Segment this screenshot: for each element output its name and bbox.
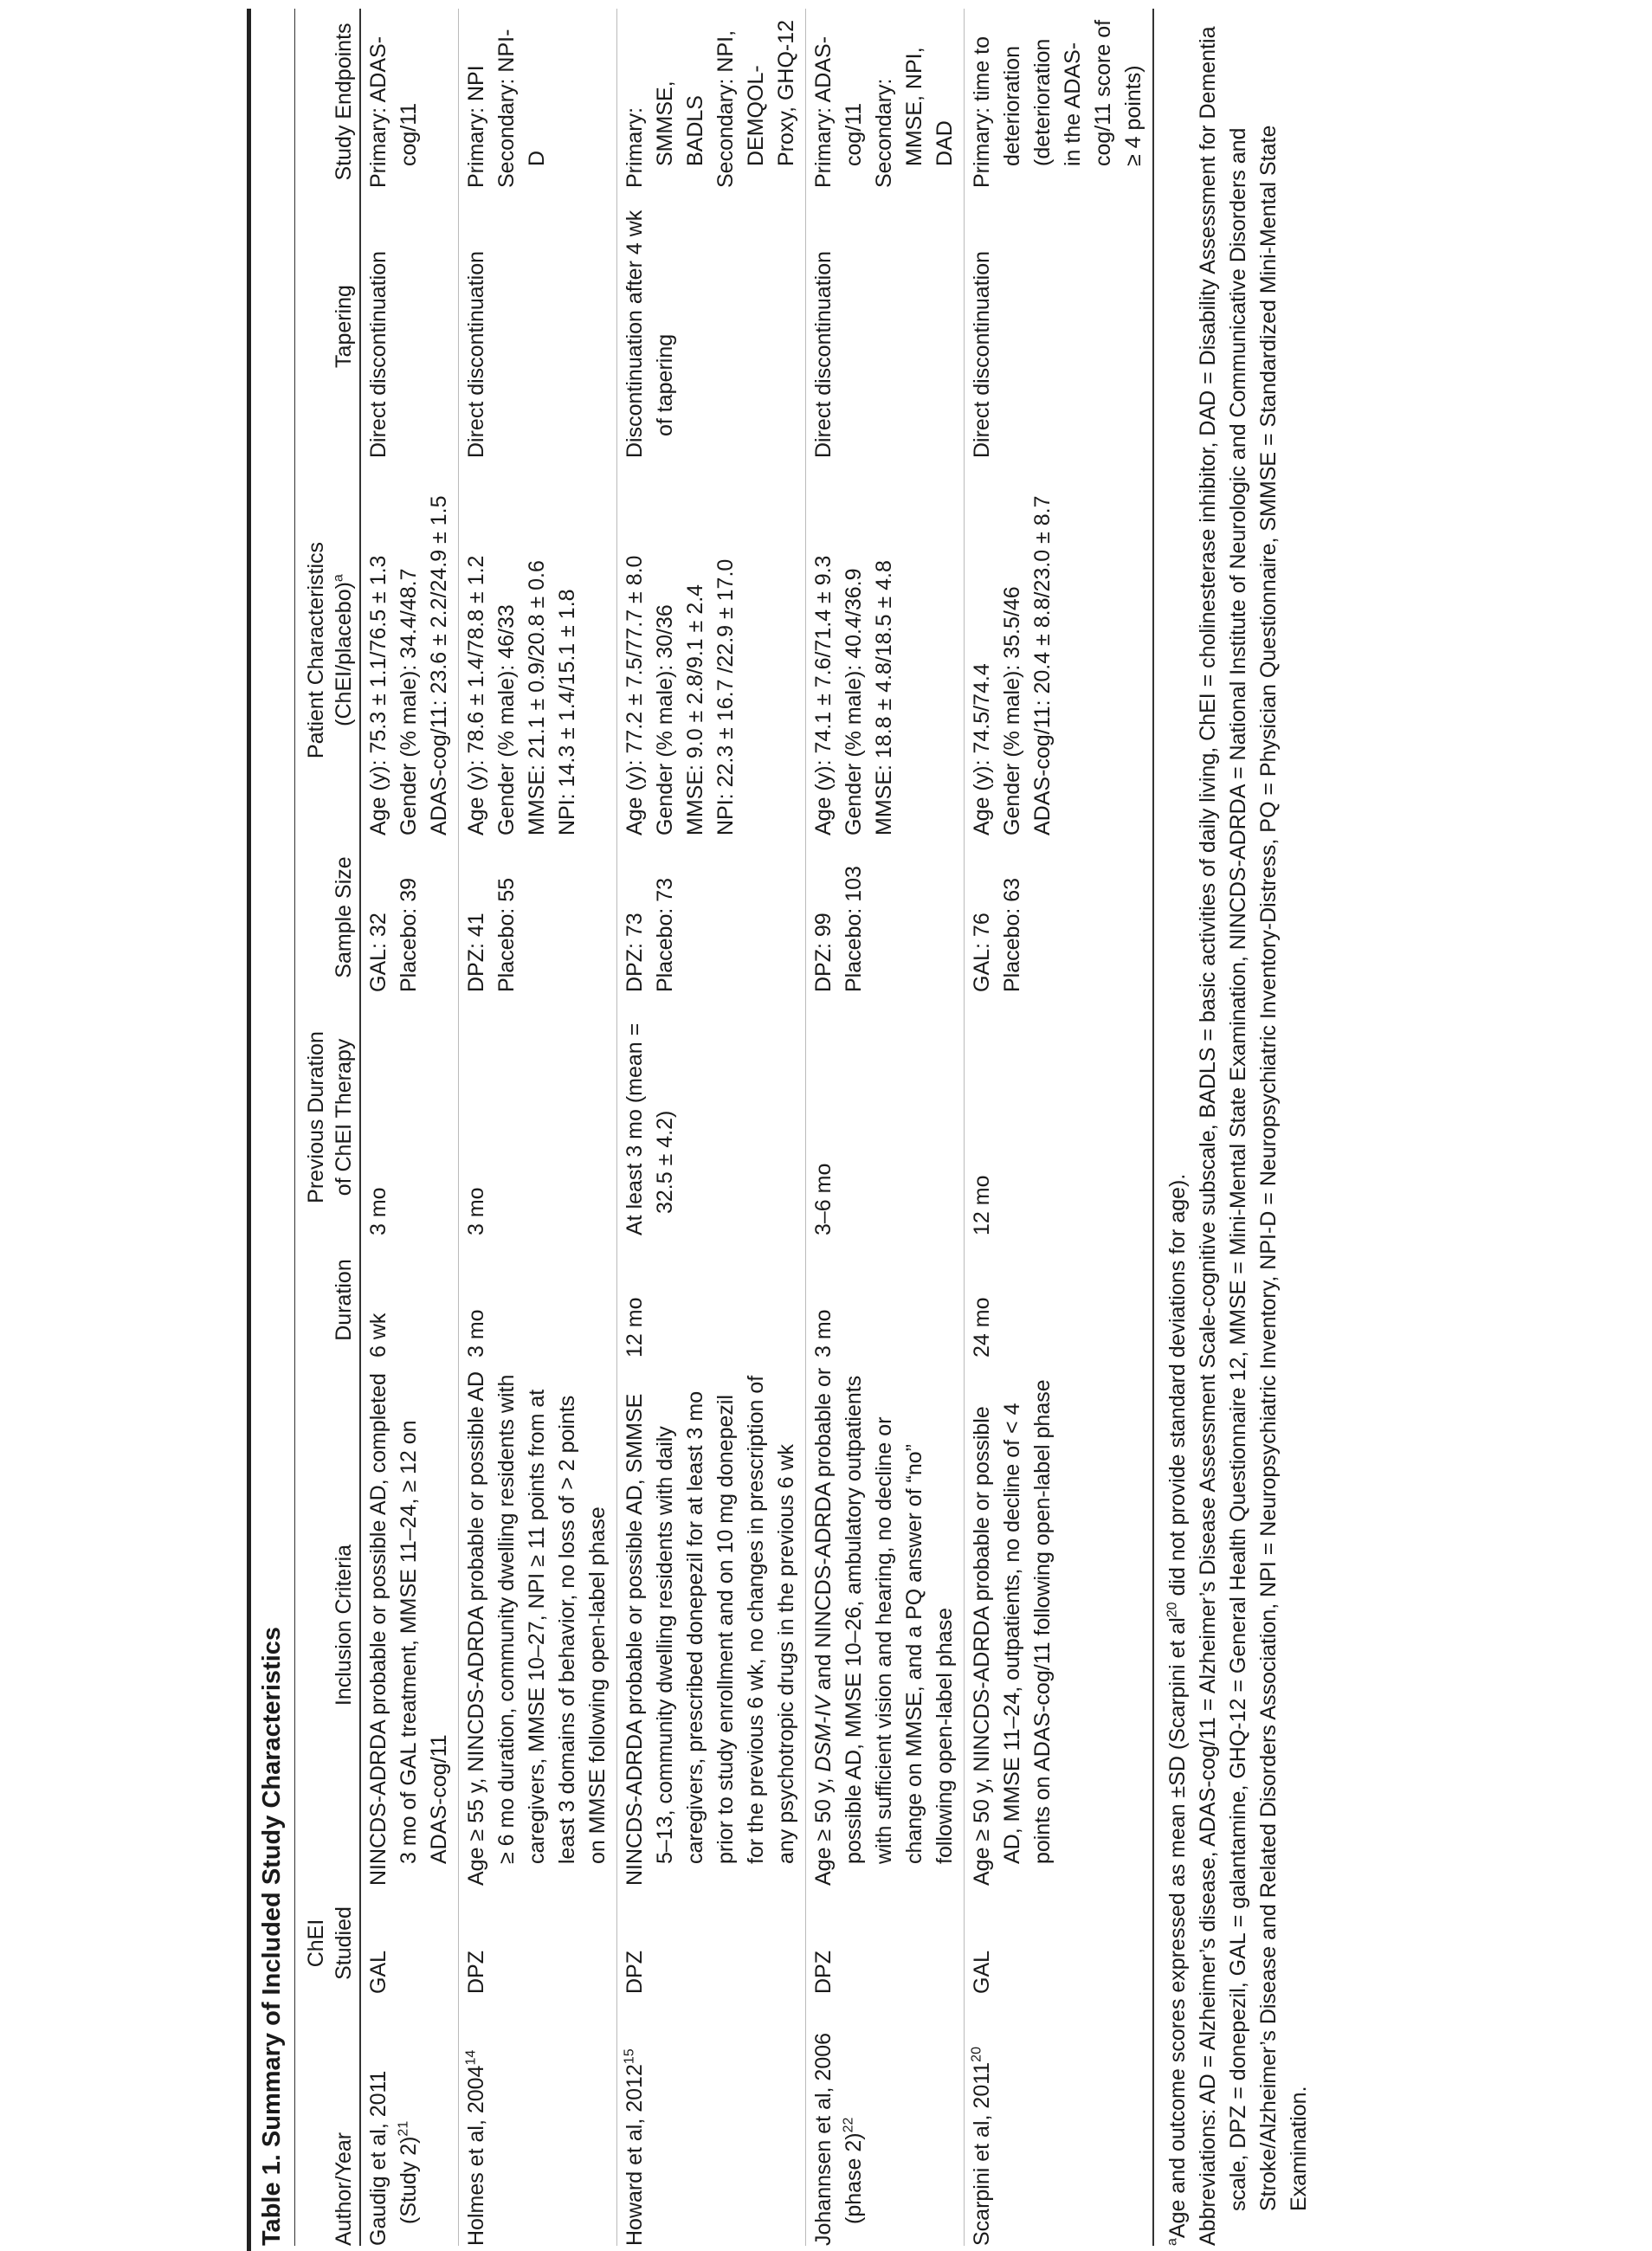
table-title: Table 1. Summary of Included Study Characteristics [258, 1626, 286, 2246]
previous-item: 3–6 mo [811, 1163, 836, 1235]
duration-value: 3 mo [464, 1309, 488, 1358]
patient-item: Age (y): 74.1 ± 7.6/71.4 ± 9.3 [811, 555, 836, 835]
header-chei [295, 1886, 361, 1994]
chei-value: DPZ [811, 1951, 836, 1994]
cell-endpoints [965, 9, 1154, 188]
chei-value: DPZ [623, 1951, 647, 1994]
header-sample [295, 835, 361, 992]
cell-chei [459, 1886, 617, 1994]
inclusion-criteria [809, 1366, 960, 1886]
cell-sample [806, 835, 965, 992]
cell-patient [965, 458, 1154, 835]
cell-duration [459, 1235, 617, 1358]
patient-item: Gender (% male): 46/33 [494, 604, 519, 835]
patient-item: Gender (% male): 35.5/46 [1000, 586, 1024, 835]
reference-number: 21 [396, 2120, 411, 2137]
patient-item: NPI: 22.3 ± 16.7 /22.9 ± 17.0 [713, 558, 738, 835]
header-line: ChEI [304, 1919, 328, 1968]
patient-item: Gender (% male): 40.4/36.9 [842, 568, 866, 835]
sample-item: Placebo: 73 [653, 877, 677, 992]
header-line [330, 465, 358, 835]
table-footer [1163, 9, 1314, 2246]
endpoints-item: Primary: time to deterioration (deterioration in the ADAS-cog/11 score of ≥ 4 points) [970, 19, 1145, 188]
sample-item: GAL: 32 [366, 913, 390, 992]
author-year [967, 2003, 997, 2246]
reference-number: 22 [841, 2117, 856, 2133]
sample-item: DPZ: 99 [811, 913, 836, 992]
cell-patient [459, 458, 617, 835]
header-line: Studied [332, 1906, 356, 1980]
cell-tapering [965, 188, 1154, 458]
cell-sample [360, 835, 459, 992]
author-text: Holmes et al, 2004 [464, 2065, 488, 2246]
cell-patient [360, 458, 459, 835]
cell-endpoints [459, 9, 617, 188]
table-row [360, 9, 459, 2246]
cell-tapering [617, 188, 806, 458]
author-text: Gaudig et al, 2011 (Study 2) [366, 2070, 421, 2246]
endpoints-item: Secondary: NPI-D [494, 29, 549, 188]
header-line: Tapering [332, 285, 356, 368]
table-row [459, 9, 617, 2246]
patient-item: MMSE: 18.8 ± 4.8/18.5 ± 4.8 [872, 560, 896, 835]
table-body [360, 9, 1153, 2246]
sample-item: Placebo: 103 [842, 866, 866, 992]
footnote-text-end: did not provide standard deviations for age). [1165, 1173, 1190, 1603]
header-line: Duration [332, 1259, 356, 1341]
header-line: Inclusion Criteria [332, 1544, 356, 1706]
cell-duration [360, 1235, 459, 1358]
study-characteristics-table [294, 9, 1154, 2246]
cell-chei [806, 1886, 965, 1994]
header-inclusion [295, 1358, 361, 1886]
chei-value: DPZ [464, 1951, 488, 1994]
cell-author [459, 1994, 617, 2246]
cell-author [617, 1994, 806, 2246]
cell-previous [459, 992, 617, 1235]
sample-item: Placebo: 55 [494, 877, 519, 992]
header-line: Author/Year [332, 2132, 356, 2246]
endpoints-item: Primary: ADAS-cog/11 [366, 35, 421, 188]
sample-item: GAL: 76 [970, 913, 994, 992]
cell-endpoints [617, 9, 806, 188]
tapering-item: Direct discontinuation [366, 250, 390, 458]
author-year [620, 2003, 650, 2246]
cell-previous [360, 992, 459, 1235]
author-text: Scarpini et al, 2011 [970, 2061, 994, 2246]
reference-number: 14 [463, 2049, 479, 2066]
author-year [809, 2003, 869, 2246]
table-row [617, 9, 806, 2246]
cell-tapering [459, 188, 617, 458]
inclusion-text: NINCDS-ADRDA probable or possible AD, SMMSE 5–13, community dwelling residents with daily caregivers, prescribed donepezil for at least 3 mo prior to study enrollment and on 10 mg donepezil for the previous 6 wk, no changes in prescription of any psychotropic drugs in the previous 6 wk [623, 1375, 798, 1886]
sample-item: DPZ: 41 [464, 913, 488, 992]
duration-value: 12 mo [623, 1297, 647, 1358]
cell-author [965, 1994, 1154, 2246]
patient-item: MMSE: 9.0 ± 2.8/9.1 ± 2.4 [683, 584, 707, 835]
endpoints-item: Primary: ADAS-cog/11 [811, 35, 866, 188]
header-patient [295, 458, 361, 835]
table-sheet [247, 3, 1314, 2246]
reference-number: 20 [969, 2047, 984, 2062]
header-line: Patient Characteristics [304, 541, 328, 759]
header-line: Study Endpoints [332, 23, 356, 181]
author-year [461, 2003, 492, 2246]
cell-duration [617, 1235, 806, 1358]
table-row [806, 9, 965, 2246]
previous-item: 12 mo [970, 1175, 994, 1235]
inclusion-text: and NINCDS-ADRDA probable or possible AD, MMSE 10–26, ambulatory outpatients with sufficient vision and hearing, no decline or change on MMSE, and a PQ answer of “no” following open-label phase [811, 1367, 957, 1864]
patient-item: Age (y): 78.6 ± 1.4/78.8 ± 1.2 [464, 555, 488, 835]
patient-item: MMSE: 21.1 ± 0.9/20.8 ± 0.6 [525, 560, 549, 835]
endpoints-item: Secondary: MMSE, NPI, DAD [872, 47, 957, 188]
footnote-ref: 20 [1165, 1602, 1180, 1618]
header-text: (ChEI/placebo) [332, 582, 356, 726]
tapering-item: Direct discontinuation [811, 250, 836, 458]
cell-previous [965, 992, 1154, 1235]
patient-item: Age (y): 74.5/74.4 [970, 663, 994, 835]
header-line: of ChEI Therapy [332, 1038, 356, 1196]
sample-item: Placebo: 39 [397, 877, 421, 992]
cell-inclusion [459, 1358, 617, 1886]
patient-item: ADAS-cog/11: 23.6 ± 2.2/24.9 ± 1.5 [427, 495, 451, 835]
footnote [1163, 9, 1193, 2246]
cell-patient [617, 458, 806, 835]
inclusion-text: Age ≥ 55 y, NINCDS-ADRDA probable or possible AD ≥ 6 mo duration, community dwelling residents with caregivers, MMSE 10–27, NPI ≥ 11 points from at least 3 domains of behavior, no loss of > 2 points on MMSE following open-label phase [464, 1371, 610, 1886]
cell-tapering [360, 188, 459, 458]
inclusion-text: DSM-IV [811, 1696, 836, 1772]
cell-chei [965, 1886, 1154, 1994]
header-previous [295, 992, 361, 1235]
cell-duration [965, 1235, 1154, 1358]
endpoints-item: Primary: NPI [464, 65, 488, 188]
header-duration [295, 1235, 361, 1358]
sample-item: Placebo: 63 [1000, 877, 1024, 992]
previous-item: 3 mo [464, 1187, 488, 1235]
tapering-item: Discontinuation after 4 wk of tapering [623, 210, 677, 458]
inclusion-text: Age ≥ 50 y, [811, 1771, 836, 1886]
header-tapering [295, 188, 361, 458]
cell-inclusion [617, 1358, 806, 1886]
duration-value: 24 mo [970, 1297, 994, 1358]
duration-value: 3 mo [811, 1309, 836, 1358]
abbreviations: Abbreviations: AD = Alzheimer’s disease, ADAS-cog/11 = Alzheimer’s Disease Assessment Scale-cognitive subscale, BADLS = basic activities of daily living, ChEI = cholinesterase inhibitor, DAD = Disability Assessment for Dementia scale, DPZ = donepezil, GAL = galantamine, GHQ-12 = General Health Questionnaire 12, MMSE = Mini-Mental State Examination, NINCDS-ADRDA = National Institute of Neurologic and Communicative Disorders and Stroke/Alzheimer’s Disease and Related Disorders Association, NPI = Neuropsychiatric Inventory, NPI-D = Neuropsychiatric Inventory-Distress, PQ = Physician Questionnaire, SMMSE = Standardized Mini-Mental State Examination. [1196, 26, 1311, 2246]
cell-inclusion [360, 1358, 459, 1886]
header-endpoints [295, 9, 361, 188]
chei-value: GAL [970, 1950, 994, 1994]
header-row [295, 9, 361, 2246]
cell-endpoints [360, 9, 459, 188]
cell-tapering [806, 188, 965, 458]
header-line: Previous Duration [304, 1031, 328, 1203]
cell-patient [806, 458, 965, 835]
inclusion-text: Age ≥ 50 y, NINCDS-ADRDA probable or possible AD, MMSE 11–24, outpatients, no decline of < 4 points on ADAS-cog/11 following open-label phase [970, 1379, 1055, 1886]
cell-previous [617, 992, 806, 1235]
cell-endpoints [806, 9, 965, 188]
cell-chei [360, 1886, 459, 1994]
inclusion-criteria [364, 1366, 455, 1886]
cell-duration [806, 1235, 965, 1358]
tapering-item: Direct discontinuation [970, 250, 994, 458]
sample-item: DPZ: 73 [623, 913, 647, 992]
previous-item: 3 mo [366, 1187, 390, 1235]
cell-author [806, 1994, 965, 2246]
cell-author [360, 1994, 459, 2246]
cell-inclusion [806, 1358, 965, 1886]
patient-item: Age (y): 75.3 ± 1.1/76.5 ± 1.3 [366, 555, 390, 835]
endpoints-item: Primary: SMMSE, BADLS [623, 81, 707, 188]
inclusion-text: NINCDS-ADRDA probable or possible AD, completed 3 mo of GAL treatment, MMSE 11–24, ≥ 12 on ADAS-cog/11 [366, 1373, 451, 1886]
duration-value: 6 wk [366, 1313, 390, 1358]
table-row [965, 9, 1154, 2246]
reference-number: 15 [622, 2048, 637, 2065]
cell-sample [459, 835, 617, 992]
author-year [364, 2003, 424, 2246]
cell-sample [965, 835, 1154, 992]
patient-item: Gender (% male): 30/36 [653, 604, 677, 835]
author-text: Howard et al, 2012 [623, 2064, 647, 2246]
patient-item: ADAS-cog/11: 20.4 ± 8.8/23.0 ± 8.7 [1030, 495, 1055, 835]
tapering-item: Direct discontinuation [464, 250, 488, 458]
cell-chei [617, 1886, 806, 1994]
chei-value: GAL [366, 1950, 390, 1994]
patient-item: Age (y): 77.2 ± 7.5/77.7 ± 8.0 [623, 555, 647, 835]
endpoints-item: Secondary: NPI, DEMQOL-Proxy, GHQ-12 [713, 19, 798, 188]
footnote-mark: a [1165, 2238, 1180, 2246]
cell-previous [806, 992, 965, 1235]
header-line: Sample Size [332, 856, 356, 978]
cell-sample [617, 835, 806, 992]
cell-inclusion [965, 1358, 1154, 1886]
header-author [295, 1994, 361, 2246]
previous-item: At least 3 mo (mean = 32.5 ± 4.2) [623, 1022, 677, 1235]
inclusion-criteria [967, 1366, 1058, 1886]
inclusion-criteria [461, 1366, 613, 1886]
inclusion-criteria [620, 1366, 802, 1886]
footnote-marker: a [331, 574, 346, 583]
patient-item: NPI: 14.3 ± 1.4/15.1 ± 1.8 [555, 589, 579, 835]
patient-item: Gender (% male): 34.4/48.7 [397, 568, 421, 835]
footnote-text: Age and outcome scores expressed as mean ±SD (Scarpini et al [1165, 1617, 1190, 2239]
author-text: Johannsen et al, 2006 (phase 2) [811, 2032, 866, 2246]
